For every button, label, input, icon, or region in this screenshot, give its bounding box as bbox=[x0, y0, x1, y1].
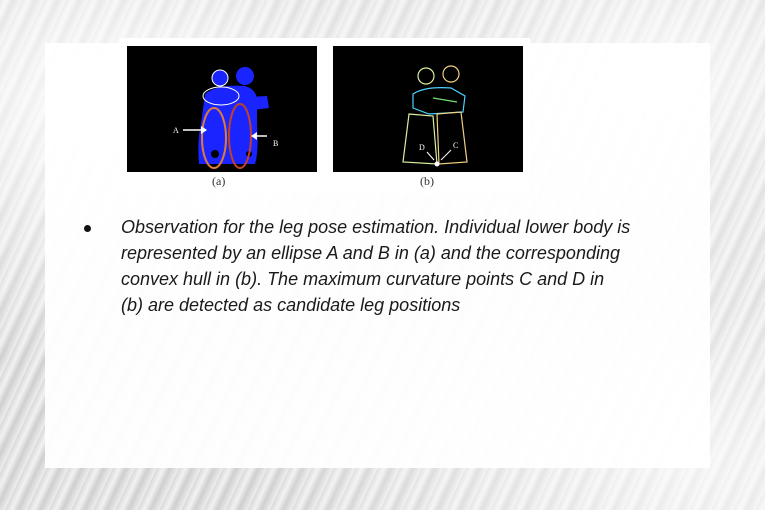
bullet-text: Observation for the leg pose estimation. Individual lower body is represented by an ellipse A and B in (a) and the corresponding convex hull in (b). The maximum curvature points C and D in (b) are detected as candidate leg positions bbox=[121, 217, 631, 315]
figure-panel-b bbox=[333, 46, 523, 172]
figure-caption-b: (b) bbox=[420, 174, 434, 188]
convex-hull-image bbox=[333, 46, 523, 172]
figure-panel-a bbox=[127, 46, 317, 172]
ellipse-a-label: A bbox=[173, 126, 179, 135]
point-c-label: C bbox=[453, 141, 459, 150]
ellipse-b-label: B bbox=[273, 139, 279, 148]
figure-caption-a: (a) bbox=[212, 174, 226, 188]
bullet-icon bbox=[84, 225, 91, 232]
point-d-label: D bbox=[419, 143, 425, 152]
silhouette-ellipse-image bbox=[127, 46, 317, 172]
figure bbox=[120, 38, 530, 193]
